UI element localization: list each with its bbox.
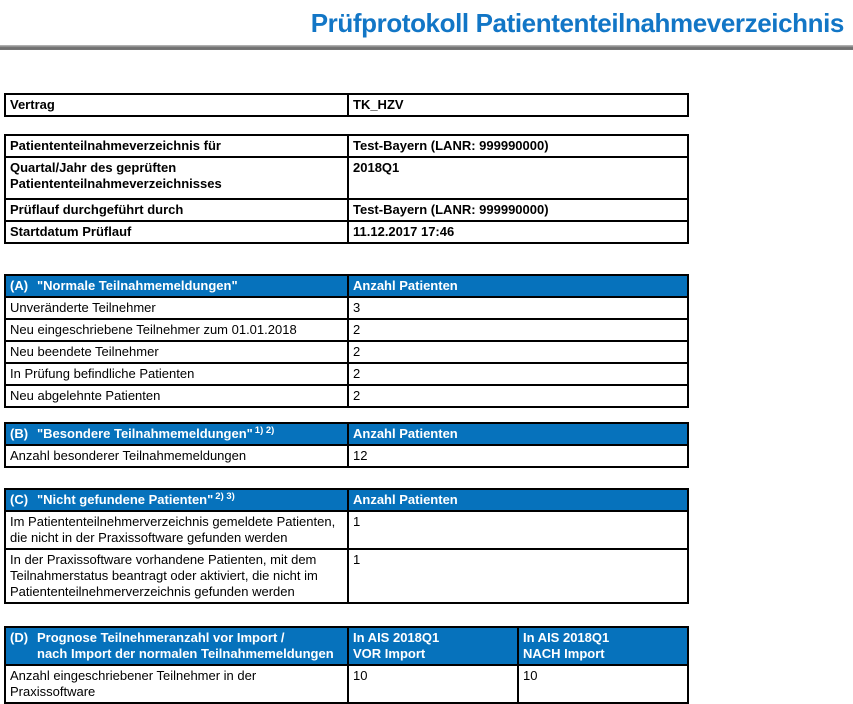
row-value: 3 [348, 297, 688, 319]
section-letter: (D) [10, 630, 29, 645]
table-row [5, 665, 688, 703]
section-letter: (C) [10, 492, 29, 507]
col-header-line: In AIS 2018Q1 [353, 630, 440, 645]
section-heading-text: "Normale Teilnahmemeldungen" [37, 278, 238, 293]
table-row [5, 135, 688, 157]
section-b-header-row [5, 423, 688, 445]
section-heading-text [37, 630, 334, 662]
row-label: Neu eingeschriebene Teilnehmer zum 01.01.2018 [5, 319, 348, 341]
col-header-line: VOR Import [353, 646, 426, 661]
row-value: 1 [348, 549, 688, 603]
row-value: Test-Bayern (LANR: 999990000) [348, 135, 688, 157]
row-label: In Prüfung befindliche Patienten [5, 363, 348, 385]
column-header-anzahl-patienten: Anzahl Patienten [348, 423, 688, 445]
table-row [5, 157, 688, 199]
table-row [5, 341, 688, 363]
row-label: Unveränderte Teilnehmer [5, 297, 348, 319]
table-row [5, 445, 688, 467]
row-value: Test-Bayern (LANR: 999990000) [348, 199, 688, 221]
table-row [5, 297, 688, 319]
row-value: 2018Q1 [348, 157, 688, 199]
row-value: 2 [348, 319, 688, 341]
section-a-header-row [5, 275, 688, 297]
row-label: Prüflauf durchgeführt durch [5, 199, 348, 221]
section-a-title [5, 275, 348, 297]
column-header-nach-import [518, 627, 688, 665]
table-row [5, 363, 688, 385]
section-letter: (A) [10, 278, 29, 293]
row-label: Anzahl eingeschriebener Teilnehmer in der Praxissoftware [5, 665, 348, 703]
section-b-title [5, 423, 348, 445]
row-label: Startdatum Prüflauf [5, 221, 348, 243]
row-value: 11.12.2017 17:46 [348, 221, 688, 243]
row-value: 2 [348, 363, 688, 385]
page-title: Prüfprotokoll Patiententeilnahmeverzeichnis [310, 8, 844, 38]
footnote-marker: 2) 3) [215, 491, 235, 502]
col-header-line: In AIS 2018Q1 [523, 630, 610, 645]
section-b-table [4, 422, 689, 468]
row-value-nach-import: 10 [518, 665, 688, 703]
row-value: 2 [348, 385, 688, 407]
table-row [5, 385, 688, 407]
row-label: Patiententeilnahmeverzeichnis für [5, 135, 348, 157]
row-value: 1 [348, 511, 688, 549]
table-row [5, 199, 688, 221]
table-row [5, 319, 688, 341]
row-value: 2 [348, 341, 688, 363]
section-d-table [4, 626, 689, 704]
row-value-vor-import: 10 [348, 665, 518, 703]
section-c-title [5, 489, 348, 511]
section-d-title-line1: Prognose Teilnehmeranzahl vor Import / [37, 630, 285, 645]
row-label: Anzahl besonderer Teilnahmemeldungen [5, 445, 348, 467]
row-label: Quartal/Jahr des geprüften Patiententeilnahmeverzeichnisses [5, 157, 348, 199]
row-label: Neu abgelehnte Patienten [5, 385, 348, 407]
row-label: In der Praxissoftware vorhandene Patienten, mit dem Teilnahmerstatus beantragt oder aktiviert, die nicht im Patiententeilnehmerverzeichnis gefunden werden [5, 549, 348, 603]
row-value: TK_HZV [348, 94, 688, 116]
table-row [5, 511, 688, 549]
contract-table [4, 93, 689, 117]
section-heading-text: "Nicht gefundene Patienten" [37, 492, 214, 507]
footnote-marker: 1) 2) [254, 425, 275, 436]
table-row [5, 94, 688, 116]
section-d-title [5, 627, 348, 665]
col-header-line: NACH Import [523, 646, 605, 661]
section-d-title-line2: nach Import der normalen Teilnahmemeldungen [37, 646, 334, 661]
row-label: Vertrag [5, 94, 348, 116]
row-value: 12 [348, 445, 688, 467]
section-heading-text: "Besondere Teilnahmemeldungen" [37, 426, 253, 441]
row-label: Im Patiententeilnehmerverzeichnis gemeldete Patienten, die nicht in der Praxissoftware gefunden werden [5, 511, 348, 549]
info-table [4, 134, 689, 244]
table-row [5, 221, 688, 243]
title-divider-rule [0, 45, 853, 50]
section-d-header-row [5, 627, 688, 665]
section-letter: (B) [10, 426, 29, 441]
column-header-anzahl-patienten: Anzahl Patienten [348, 489, 688, 511]
section-a-table [4, 274, 689, 408]
table-row [5, 549, 688, 603]
column-header-anzahl-patienten: Anzahl Patienten [348, 275, 688, 297]
section-c-header-row [5, 489, 688, 511]
section-c-table [4, 488, 689, 604]
row-label: Neu beendete Teilnehmer [5, 341, 348, 363]
column-header-vor-import [348, 627, 518, 665]
